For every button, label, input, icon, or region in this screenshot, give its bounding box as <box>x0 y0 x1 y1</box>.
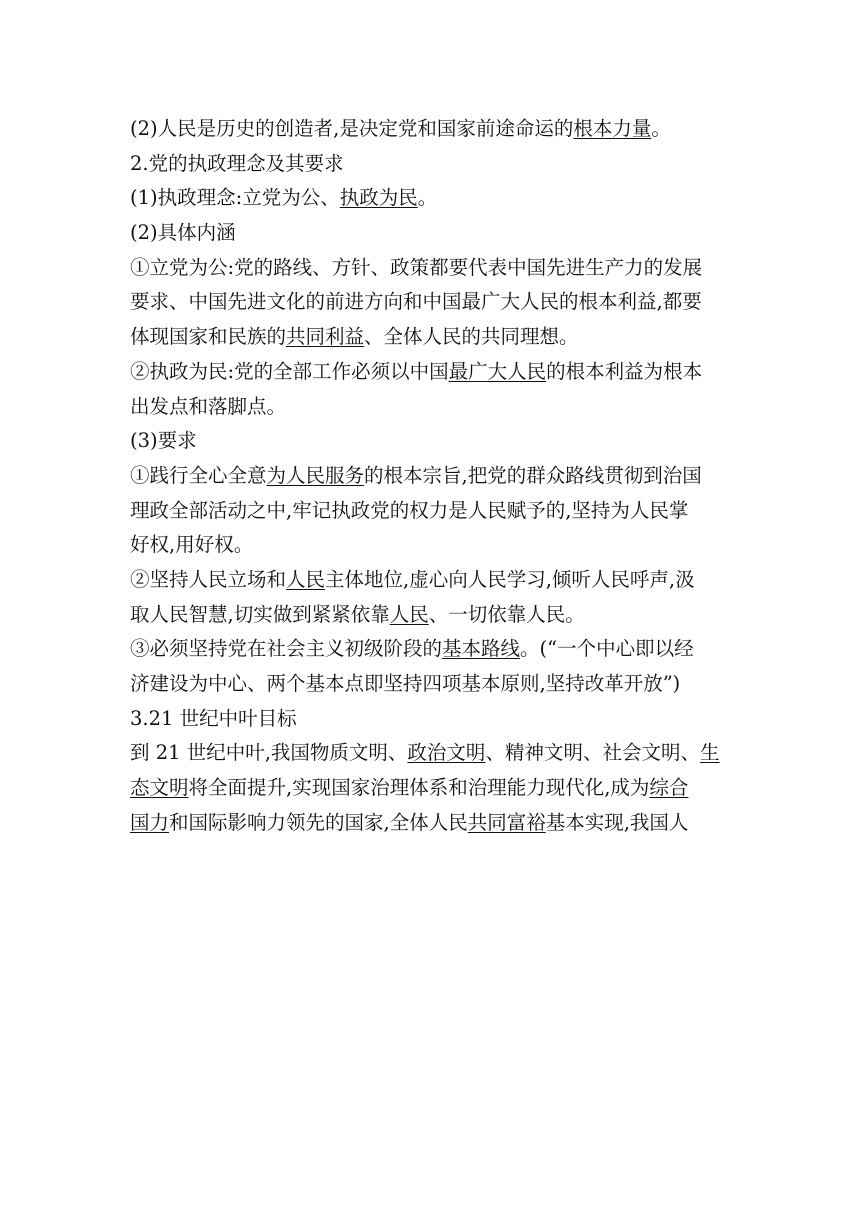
text-segment: (2)具体内涵 <box>130 221 236 245</box>
text-segment: 好权,用好权。 <box>130 533 254 557</box>
underlined-keyword: 基本路线 <box>442 637 521 661</box>
text-line <box>130 563 734 598</box>
text-segment: 取人民智慧,切实做到紧紧依靠 <box>130 602 390 626</box>
text-segment: 出发点和落脚点。 <box>130 394 287 418</box>
text-segment: 要求、中国先进文化的前进方向和中国最广大人民的根本利益,都要 <box>130 290 702 314</box>
underlined-keyword: 最广大人民 <box>448 359 547 383</box>
text-segment: 。(“一个中心即以经 <box>520 637 694 661</box>
text-line <box>130 598 734 633</box>
text-line <box>130 424 734 459</box>
underlined-keyword: 根本力量 <box>573 117 652 140</box>
text-segment: (1)执政理念:立党为公、 <box>130 186 340 210</box>
text-segment: 理政全部活动之中,牢记执政党的权力是人民赋予的,坚持为人民掌 <box>130 498 689 522</box>
underlined-keyword: 执政为民 <box>339 186 418 210</box>
underlined-keyword: 生 <box>699 741 720 765</box>
text-segment: 的根本宗旨,把党的群众路线贯彻到治国 <box>364 463 702 487</box>
text-segment: 将全面提升,实现国家治理体系和治理能力现代化,成为 <box>188 776 650 800</box>
text-segment: ③必须坚持党在社会主义初级阶段的 <box>130 637 443 661</box>
text-segment: ②执政为民:党的全部工作必须以中国 <box>130 359 449 383</box>
underlined-keyword: 人民 <box>389 602 429 626</box>
text-segment: 。 <box>417 186 438 210</box>
text-segment: 基本实现,我国人 <box>545 810 689 834</box>
text-line <box>130 390 734 425</box>
text-segment: (2)人民是历史的创造者,是决定党和国家前途命运的 <box>130 117 574 140</box>
text-segment: (3)要求 <box>130 429 197 453</box>
text-line <box>130 528 734 563</box>
text-segment: 济建设为中心、两个基本点即坚持四项基本原则,坚持改革开放”) <box>130 672 681 695</box>
text-line <box>130 494 734 529</box>
text-line <box>130 736 734 771</box>
underlined-keyword: 共同富裕 <box>467 810 546 834</box>
text-line <box>130 251 734 286</box>
underlined-keyword: 人民 <box>286 567 326 591</box>
text-line <box>130 632 734 667</box>
text-segment: 。 <box>651 117 671 140</box>
text-line <box>130 667 734 702</box>
text-segment: 主体地位,虚心向人民学习,倾听人民呼声,汲 <box>325 567 695 591</box>
text-line <box>130 355 734 390</box>
text-line <box>130 459 734 494</box>
text-line <box>130 702 734 737</box>
text-line <box>130 112 734 147</box>
text-segment: 的根本利益为根本 <box>546 359 703 383</box>
text-segment: ①践行全心全意 <box>130 463 267 487</box>
text-segment: 2.党的执政理念及其要求 <box>130 151 344 175</box>
text-line <box>130 216 734 251</box>
document-body <box>130 112 734 840</box>
text-segment: 和国际影响力领先的国家,全体人民 <box>169 810 468 834</box>
text-segment: ①立党为公:党的路线、方针、政策都要代表中国先进生产力的发展 <box>130 255 703 279</box>
text-line <box>130 181 734 216</box>
text-line <box>130 285 734 320</box>
text-segment: 、一切依靠人民。 <box>428 602 585 626</box>
text-line <box>130 320 734 355</box>
underlined-keyword: 态文明 <box>130 776 189 800</box>
text-line <box>130 147 734 182</box>
underlined-keyword: 政治文明 <box>407 741 486 765</box>
text-segment: 体现国家和民族的 <box>130 325 287 349</box>
text-line <box>130 806 734 841</box>
underlined-keyword: 综合 <box>649 776 689 800</box>
underlined-keyword: 为人民服务 <box>266 463 365 487</box>
text-segment: 3.21 世纪中叶目标 <box>130 706 297 730</box>
text-segment: 到 21 世纪中叶,我国物质文明、 <box>130 741 408 765</box>
underlined-keyword: 国力 <box>130 810 170 834</box>
text-segment: ②坚持人民立场和 <box>130 567 287 591</box>
text-segment: 、精神文明、社会文明、 <box>485 741 700 765</box>
text-line <box>130 771 734 806</box>
text-segment: 、全体人民的共同理想。 <box>364 325 579 349</box>
underlined-keyword: 共同利益 <box>286 325 365 349</box>
